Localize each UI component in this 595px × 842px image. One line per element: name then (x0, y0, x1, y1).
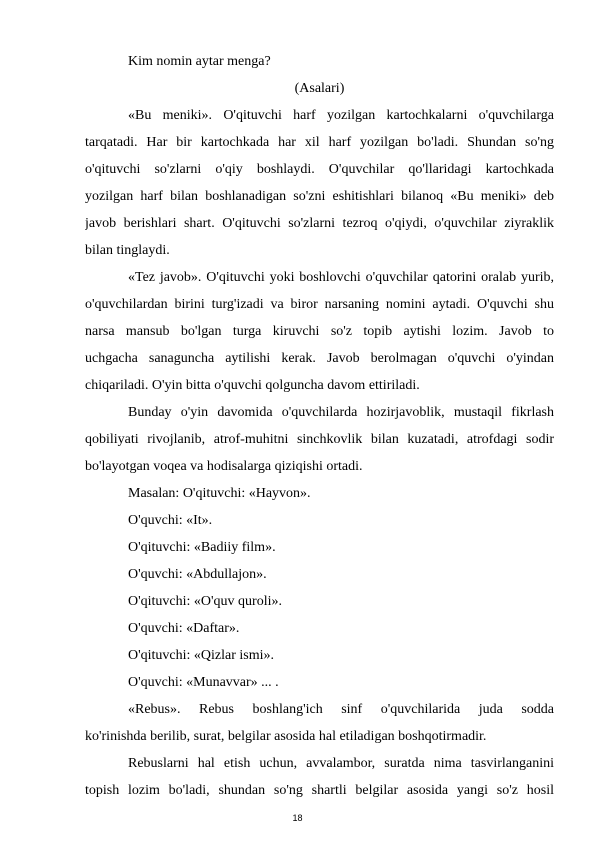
text-line: tarqatadi. Har bir kartochkada har xil harf yozilgan bo'ladi. Shundan so'ng (85, 135, 554, 150)
text-line: narsa mansub bo'lgan turga kiruvchi so'z topib aytishi lozim. Javob to (85, 324, 554, 339)
subtitle-line: (Asalari) (294, 81, 345, 96)
dialogue-line: O'quvchi: «Daftar». (128, 621, 240, 636)
dialogue-line: O'qituvchi: «Qizlar ismi». (128, 648, 275, 663)
text-line: bo'layotgan voqea va hodisalarga qiziqishi ortadi. (85, 459, 363, 474)
text-line: o'qituvchi so'zlarni o'qiy boshlaydi. O'quvchilar qo'llaridagi kartochkada (85, 162, 554, 177)
text-line: Rebuslarni hal etish uchun, avvalambor, suratda nima tasvirlanganini (128, 756, 554, 771)
dialogue-line: O'qituvchi: «O'quv quroli». (128, 594, 282, 609)
text-line: chiqariladi. O'yin bitta o'quvchi qolguncha davom ettiriladi. (85, 378, 420, 393)
text-line: javob berishlari shart. O'qituvchi so'zlarni tezroq o'qiydi, o'quvchilar ziyraklik (85, 216, 554, 231)
text-line: yozilgan harf bilan boshlanadigan so'zni eshitishlari bilanoq «Bu meniki» deb (85, 189, 554, 204)
dialogue-line: O'qituvchi: «Badiiy film». (128, 540, 276, 555)
page-number: 18 (292, 813, 303, 823)
text-line: topish lozim bo'ladi, shundan so'ng shartli belgilar asosida yangi so'z hosil (85, 783, 554, 798)
dialogue-line: O'quvchi: «It». (128, 513, 213, 528)
text-line: «Rebus». Rebus boshlang'ich sinf o'quvchilarida juda sodda (128, 702, 554, 717)
text-line: o'quvchilardan birini turg'izadi va biror narsaning nomini aytadi. O'quvchi shu (85, 297, 554, 312)
text-line: «Tez javob». O'qituvchi yoki boshlovchi o'quvchilar qatorini oralab yurib, (128, 270, 554, 285)
dialogue-line: O'quvchi: «Abdullajon». (128, 567, 267, 582)
text-line: Kim nomin aytar menga? (128, 54, 271, 69)
text-line: uchgacha sanaguncha aytilishi kerak. Javob berolmagan o'quvchi o'yindan (85, 351, 554, 366)
dialogue-line: O'quvchi: «Munavvar» ... . (128, 675, 279, 690)
text-line: Bunday o'yin davomida o'quvchilarda hozirjavoblik, mustaqil fikrlash (128, 405, 554, 420)
dialogue-line: Masalan: O'qituvchi: «Hayvon». (128, 486, 311, 501)
text-line: «Bu meniki». O'qituvchi harf yozilgan kartochkalarni o'quvchilarga (128, 108, 554, 123)
text-line: qobiliyati rivojlanib, atrof-muhitni sinchkovlik bilan kuzatadi, atrofdagi sodir (85, 432, 554, 447)
text-line: bilan tinglaydi. (85, 243, 170, 258)
text-line: ko'rinishda berilib, surat, belgilar asosida hal etiladigan boshqotirmadir. (85, 729, 487, 744)
